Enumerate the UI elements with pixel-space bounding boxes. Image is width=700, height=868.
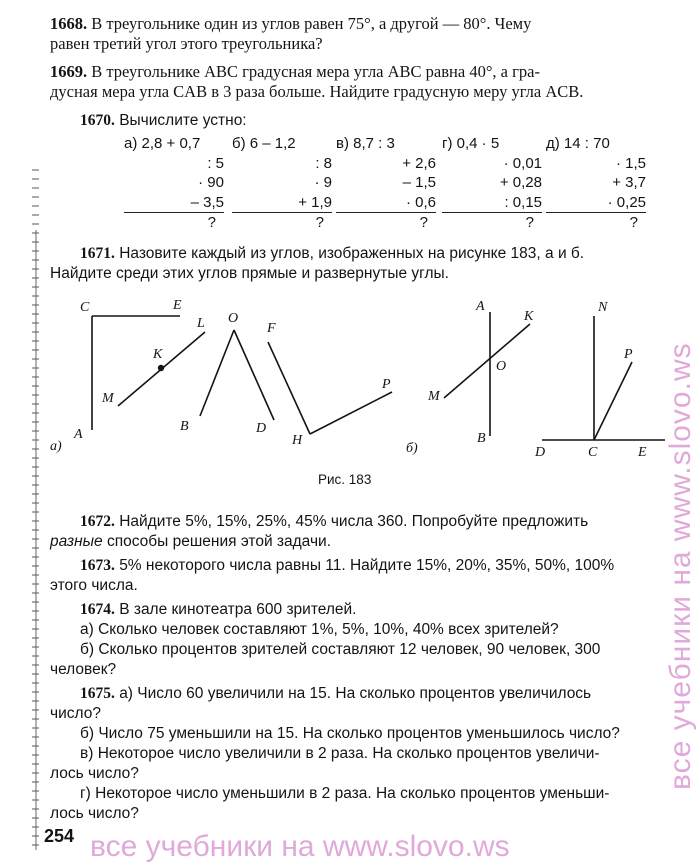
emphasis-word: разные [50, 533, 103, 550]
calc-column [546, 134, 646, 233]
label-h: H [292, 433, 303, 448]
label-b2: B [477, 431, 486, 446]
text-line: б) Сколько процентов зрителей составляют 12 человек, 90 человек, 300 [80, 641, 601, 658]
label-k2: K [524, 309, 534, 324]
calc-step: : 5 [207, 154, 224, 172]
exercise-number: 1668. [50, 14, 88, 33]
exercise-number: 1673. [80, 557, 115, 574]
exercise-1668 [50, 14, 654, 54]
text-line: лось число? [50, 805, 139, 822]
ray-hp [310, 392, 392, 434]
text-line: В треугольнике один из углов равен 75°, а другой — 80°. Чему [91, 14, 532, 33]
text-line: способы решения этой задачи. [102, 533, 331, 550]
text-line: В зале кинотеатра 600 зрителей. [119, 601, 357, 618]
calc-result: ? [525, 214, 534, 231]
label-c: C [80, 300, 90, 315]
calc-step: – 3,5 [124, 193, 224, 214]
label-p: P [382, 377, 391, 392]
calc-head: г) 0,4 · 5 [442, 135, 500, 152]
text-line: Назовите каждый из углов, изображенных на рисунке 183, а и б. [119, 245, 585, 262]
calc-step: – 1,5 [402, 174, 436, 191]
text-line: 5% некоторого числа равны 11. Найдите 15%, 20%, 35%, 50%, 100% [119, 557, 615, 574]
calc-step: + 0,28 [499, 174, 542, 191]
text-line: лось число? [50, 765, 139, 782]
calc-step: · 1,5 [615, 154, 646, 172]
calc-head: а) 2,8 + 0,7 [124, 135, 201, 152]
calc-step: : 8 [315, 154, 332, 172]
label-p2: P [624, 347, 633, 362]
calc-column [232, 134, 332, 233]
calc-head: б) 6 – 1,2 [232, 135, 296, 152]
text-line: б) Число 75 уменьшили на 15. На сколько процентов уменьшилось число? [80, 725, 620, 742]
text-line: этого числа. [50, 577, 138, 594]
margin-tick-marks [30, 110, 44, 850]
text-line: В треугольнике ABC градусная мера угла ABC равна 40°, а гра- [91, 62, 540, 81]
point-k [158, 365, 164, 371]
calc-step: · 0,01 [503, 154, 542, 172]
exercise-number: 1675. [80, 685, 115, 702]
text-line: Найдите среди этих углов прямые и развернутые углы. [50, 265, 449, 282]
calc-step: · 0,25 [546, 193, 646, 214]
label-a2: A [476, 299, 485, 314]
label-f: F [267, 321, 276, 336]
exercise-number: 1674. [80, 601, 115, 618]
label-c2: C [588, 445, 598, 460]
exercise-intro: Вычислите устно: [119, 112, 247, 129]
label-k: K [153, 347, 163, 362]
ray-cp [594, 362, 632, 440]
label-d: D [256, 421, 267, 436]
exercise-number: 1669. [50, 62, 88, 81]
calc-step: · 90 [198, 174, 224, 191]
ray-hf [268, 342, 310, 434]
text-line: равен третий угол этого треугольника? [50, 34, 323, 53]
line-mk [444, 324, 530, 398]
figure-183 [0, 290, 700, 470]
exercise-number: 1672. [80, 513, 115, 530]
bottom-watermark: все учебники на www.slovo.ws [90, 830, 510, 863]
calc-column [336, 134, 436, 233]
calc-step: + 3,7 [612, 174, 646, 191]
ray-ob [200, 330, 234, 416]
label-part-b: б) [406, 441, 418, 456]
exercise-1673 [50, 556, 654, 596]
calc-step: + 2,6 [402, 154, 436, 172]
calc-result: ? [207, 214, 216, 231]
page-number: 254 [44, 826, 75, 846]
text-line: дусная мера угла CAB в 3 раза больше. Найдите градусную меру угла ACB. [50, 82, 584, 101]
exercise-1672 [50, 512, 654, 552]
calc-step: · 9 [314, 174, 332, 191]
exercise-1670-header [80, 112, 247, 130]
text-line: число? [50, 705, 101, 722]
calc-head: в) 8,7 : 3 [336, 135, 395, 152]
label-d2: D [535, 445, 546, 460]
label-l: L [197, 316, 205, 331]
text-line: а) Сколько человек составляют 1%, 5%, 10%, 40% всех зрителей? [80, 621, 559, 638]
side-watermark: все учебники на www.slovo.ws [664, 342, 697, 790]
exercise-1675 [50, 684, 654, 824]
calc-result: ? [629, 214, 638, 231]
exercise-1674 [50, 600, 654, 680]
label-part-a: а) [50, 439, 62, 454]
label-m: M [102, 391, 114, 406]
calc-step: + 1,9 [232, 193, 332, 214]
label-e2: E [638, 445, 647, 460]
text-line: Найдите 5%, 15%, 25%, 45% числа 360. Попробуйте предложить [119, 513, 589, 530]
calc-step: · 0,6 [336, 193, 436, 214]
text-line: в) Некоторое число увеличили в 2 раза. На сколько процентов увеличи- [80, 745, 600, 762]
label-m2: M [428, 389, 440, 404]
text-line: г) Некоторое число уменьшили в 2 раза. На сколько процентов уменьши- [80, 785, 610, 802]
exercise-number: 1670. [80, 112, 115, 129]
calc-column [442, 134, 542, 233]
text-line: человек? [50, 661, 117, 678]
label-e: E [173, 298, 182, 313]
calc-result: ? [419, 214, 428, 231]
calc-column [124, 134, 224, 233]
calc-step: : 0,15 [442, 193, 542, 214]
calc-result: ? [315, 214, 324, 231]
exercise-1669 [50, 62, 654, 102]
calc-head: д) 14 : 70 [546, 135, 610, 152]
label-a: A [74, 427, 83, 442]
label-b: B [180, 419, 189, 434]
figure-caption: Рис. 183 [318, 472, 372, 487]
exercise-number: 1671. [80, 245, 115, 262]
label-o: O [228, 311, 239, 326]
text-line: а) Число 60 увеличили на 15. На сколько процентов увеличилось [119, 685, 592, 702]
label-o2: O [496, 359, 507, 374]
label-n: N [598, 300, 608, 315]
exercise-1671 [50, 244, 654, 284]
